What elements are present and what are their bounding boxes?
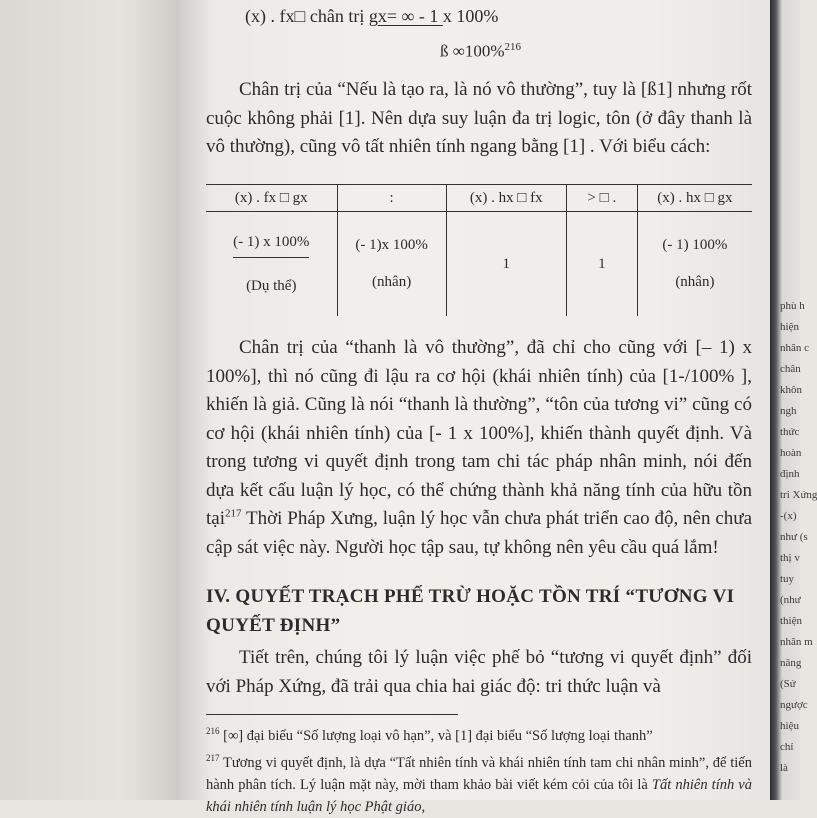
paragraph-1: Chân trị của “Nếu là tạo ra, là nó vô thường”, tuy là [ß1] nhưng rốt cuộc không phải [1]. Nên dựa suy luận đa trị logic, tôn (ở đây thanh là vô thường), cũng vô tất nhiên tính ngang bằng [1] . Với biểu cách: — [206, 79, 752, 157]
footnote-number: 217 — [206, 752, 220, 763]
next-page-text-fragment: hoàn — [780, 447, 802, 459]
logic-table — [206, 184, 752, 316]
next-page-text-fragment: nhân c — [780, 342, 810, 354]
formula-suffix: x 100% — [442, 6, 499, 26]
table-cell-value: (- 1) x 100% — [233, 234, 309, 258]
next-page-text-fragment: định — [780, 468, 800, 480]
formula-line2-text: ß ∞100% — [440, 41, 505, 61]
adjacent-page-edge — [0, 0, 200, 800]
section-heading: IV. QUYẾT TRẠCH PHẾ TRỪ HOẶC TỒN TRÍ “TƯƠNG VI QUYẾT ĐỊNH” — [206, 586, 735, 636]
table-row — [206, 212, 752, 317]
next-page-text-fragment: thức — [780, 426, 800, 438]
table-cell-label: (Dụ thể) — [246, 277, 297, 294]
formula-prefix: (x) . fx□ chân trị — [245, 6, 369, 26]
table-cell-label: (nhân) — [372, 274, 412, 290]
formula-line-2 — [440, 41, 521, 62]
footnote-text: Tương vi quyết định, là dựa “Tất nhiên tính và khái nhiên tính tam chi nhân minh”, để tiến hành phân tích. Lý luận mặt này, mời tham khảo bài viết kém cỏi của tôi là — [206, 754, 752, 793]
footnote-ref-216: 216 — [504, 41, 522, 53]
paragraph-2 — [206, 334, 752, 562]
next-page-text-fragment: nhân m — [780, 636, 813, 648]
table-cell: 1 — [446, 212, 566, 317]
footnote-ref-217: 217 — [225, 507, 242, 520]
next-page-text-fragment: tuy — [780, 573, 795, 585]
next-page-text-fragment: như (s — [780, 531, 808, 543]
footnote-number: 216 — [206, 726, 220, 736]
next-page-text-fragment: ngh — [780, 405, 797, 417]
table-cell: 1 — [566, 212, 637, 317]
next-page-text-fragment: hiệu — [780, 720, 799, 732]
footnote-book-title: Tất nhiên tính và khái nhiên tính luận lý học Phật giáo, — [206, 776, 752, 815]
table-header-row — [206, 185, 752, 212]
formula-line-1 — [245, 6, 498, 27]
table-header-cell: (x) . hx □ gx — [637, 185, 752, 212]
next-page-text-fragment: (như — [780, 594, 801, 606]
next-page-text-fragment: năng — [780, 657, 802, 669]
next-page-edge — [770, 0, 817, 800]
next-page-text-fragment: là — [780, 762, 788, 774]
table-cell-value: (- 1) 100% — [662, 237, 728, 253]
table-cell — [206, 212, 337, 317]
next-page-text-fragment: khôn — [780, 384, 802, 396]
next-page-text-fragment: chân — [780, 363, 801, 375]
next-page-text-fragment: tri Xứng — [780, 489, 817, 501]
table-header-cell: (x) . fx □ gx — [206, 185, 337, 212]
paragraph-2-text: Chân trị của “thanh là vô thường”, đã chỉ cho cũng với [– 1) x 100%], thì nó cũng đi lậu ra cơ hội (khái nhiên tính) của [1-/100% ], khiến là giả. Cũng là nói “thanh là thường”, “tôn của tương vi” cũng có cơ hội (khái nhiên tính) của [- 1 x 100%], khiến thành quyết định. Và trong tương vi quyết định trong tam chi tác pháp nhân minh, nói đến dựa kết cấu luận lý học, có thể chứng thành khả năng tính của hữu tồn tại — [206, 337, 752, 529]
table-cell-value: (- 1)x 100% — [355, 237, 428, 253]
next-page-text-fragment: thị v — [780, 552, 800, 564]
footnote-divider — [206, 714, 458, 715]
paragraph-2-text-after: Thời Pháp Xưng, luận lý học vẫn chưa phát triển cao độ, nên chưa cập sát việc này. Người học tập sau, tự không nên yêu cầu quá lắm! — [206, 508, 752, 558]
table-header-cell: > □ . — [566, 185, 637, 212]
footnote-217 — [206, 747, 752, 818]
next-page-text-fragment: thiện — [780, 615, 802, 627]
paragraph-3: Tiết trên, chúng tôi lý luận việc phế bỏ “tương vi quyết định” đối với Pháp Xứng, đã trải qua chia hai giác độ: tri thức luận và — [206, 647, 752, 697]
footnote-text: [∞] đại biểu “Số lượng loại vô hạn”, và [1] đại biểu “Số lượng loại thanh” — [219, 727, 653, 744]
formula-underlined: gx= ∞ - 1 — [368, 6, 443, 26]
next-page-text-fragment: -(x) — [780, 510, 797, 522]
next-page-text-fragment: ngược — [780, 699, 808, 711]
next-page-text-fragment: chỉ — [780, 741, 794, 753]
next-page-text-fragment: hiện — [780, 321, 799, 333]
next-page-text-fragment: phù h — [780, 300, 805, 312]
footnotes — [206, 720, 752, 818]
table-cell — [337, 212, 446, 317]
table-header-cell: : — [337, 185, 446, 212]
footnote-216 — [206, 720, 752, 747]
next-page-text-fragment: (Sử — [780, 678, 796, 690]
table-header-cell: (x) . hx □ fx — [446, 185, 566, 212]
table-cell-label: (nhân) — [675, 274, 715, 290]
table-cell — [637, 212, 752, 317]
